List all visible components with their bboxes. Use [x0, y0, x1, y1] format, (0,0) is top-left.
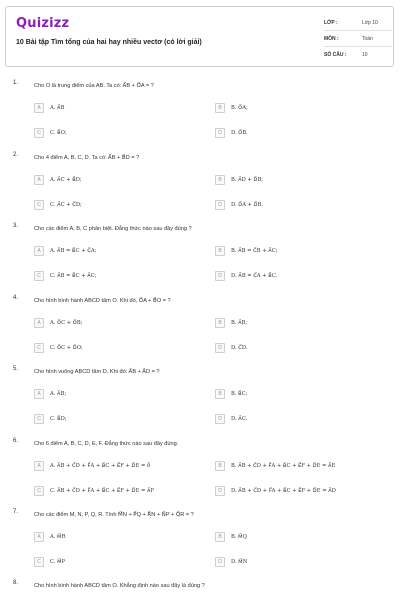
option-text: B. M⃗Q [231, 534, 247, 540]
option-d[interactable] [215, 199, 263, 211]
meta-row-class [324, 15, 392, 31]
option-b[interactable] [215, 102, 248, 114]
option-text: A. M⃗R [50, 534, 66, 540]
option-text: B. O⃗A; [231, 105, 248, 111]
option-key-box: C [34, 557, 44, 567]
option-text: D. A⃗B = C⃗A + B⃗C. [231, 273, 278, 279]
meta-label: LỚP : [324, 19, 338, 26]
question-text: Cho các điểm A, B, C phân biệt. Đẳng thức nào sau đây đúng ? [34, 226, 192, 232]
option-key-box: D [215, 128, 225, 138]
question-text: Cho hình vuông ABCD tâm D. Khi đó: A⃗B + A⃗D = ? [34, 369, 160, 375]
option-text: D. A⃗B + C⃗D + F⃗A + B⃗C + E⃗F + D⃗E = A⃗D [231, 488, 336, 494]
meta-value: Lớp 10 [362, 19, 378, 26]
option-text: C. B⃗O; [50, 130, 67, 136]
question-number: 8. [13, 580, 19, 586]
option-text: C. A⃗C + C⃗D; [50, 202, 82, 208]
meta-row-question-count [324, 47, 392, 63]
option-d[interactable] [215, 270, 277, 282]
option-key-box: B [215, 461, 225, 471]
question-text: Cho O là trung điểm của AB. Ta có: A⃗B + O⃗A = ? [34, 83, 154, 89]
option-a[interactable] [34, 174, 82, 186]
option-c[interactable] [34, 270, 97, 282]
option-a[interactable] [34, 102, 64, 114]
option-d[interactable] [215, 127, 248, 139]
option-text: C. M⃗P [50, 559, 66, 565]
question-number: 4. [13, 295, 19, 301]
option-d[interactable] [215, 342, 248, 354]
option-c[interactable] [34, 485, 154, 497]
option-key-box: A [34, 532, 44, 542]
meta-label: SỐ CÂU : [324, 52, 347, 58]
worksheet-title: 10 Bài tập Tìm tổng của hai hay nhiều vectơ (có lời giải) [16, 39, 202, 46]
option-key-box: C [34, 128, 44, 138]
question-text: Cho 6 điểm A, B, C, D, E, F. Đẳng thức nào sau đây đúng. [34, 441, 179, 447]
option-text: C. O⃗C + D⃗O; [50, 345, 83, 351]
option-key-box: A [34, 389, 44, 399]
option-text: A. A⃗C + B⃗D; [50, 177, 82, 183]
option-c[interactable] [34, 199, 82, 211]
option-c[interactable] [34, 342, 83, 354]
option-key-box: C [34, 343, 44, 353]
option-key-box: A [34, 461, 44, 471]
meta-value: 10 [362, 52, 368, 58]
option-key-box: D [215, 557, 225, 567]
option-key-box: C [34, 200, 44, 210]
option-c[interactable] [34, 127, 67, 139]
worksheet-meta [324, 15, 392, 63]
option-a[interactable] [34, 317, 82, 329]
option-c[interactable] [34, 413, 67, 425]
option-d[interactable] [215, 556, 247, 568]
option-text: A. A⃗B = B⃗C + C⃗A; [50, 248, 97, 254]
option-text: B. A⃗B; [231, 320, 248, 326]
option-text: A. A⃗B; [50, 391, 67, 397]
option-text: C. A⃗B + C⃗D + F⃗A + B⃗C + E⃗F + D⃗E = A⃗F [50, 488, 155, 494]
option-d[interactable] [215, 413, 247, 425]
option-key-box: B [215, 318, 225, 328]
option-key-box: C [34, 271, 44, 281]
option-key-box: B [215, 103, 225, 113]
meta-label: MÔN : [324, 35, 339, 42]
option-text: A. A⃗B + C⃗D + F⃗A + B⃗C + E⃗F + D⃗E = 0⃗ [50, 463, 151, 469]
worksheet-header [5, 6, 394, 67]
question-number: 1. [13, 80, 19, 86]
option-key-box: A [34, 175, 44, 185]
option-text: B. B⃗C; [231, 391, 248, 397]
option-key-box: D [215, 200, 225, 210]
option-key-box: B [215, 175, 225, 185]
option-key-box: C [34, 486, 44, 496]
question-number: 7. [13, 509, 19, 515]
option-text: C. A⃗B = B⃗C + A⃗C; [50, 273, 97, 279]
option-text: D. C⃗D. [231, 345, 248, 351]
option-key-box: A [34, 318, 44, 328]
option-key-box: B [215, 246, 225, 256]
question-text: Cho hình bình hành ABCD tâm O. Khẳng định nào sau đây là đúng ? [34, 583, 205, 589]
option-a[interactable] [34, 245, 96, 257]
option-text: D. A⃗C. [231, 416, 248, 422]
option-text: B. A⃗B = C⃗B + A⃗C; [231, 248, 278, 254]
question-number: 3. [13, 223, 19, 229]
option-text: C. B⃗D; [50, 416, 67, 422]
option-b[interactable] [215, 531, 247, 543]
option-b[interactable] [215, 245, 277, 257]
option-key-box: A [34, 103, 44, 113]
option-key-box: D [215, 486, 225, 496]
option-text: B. A⃗B + C⃗D + F⃗A + B⃗C + E⃗F + D⃗E = A⃗E [231, 463, 336, 469]
quizizz-logo: Quizizz [16, 16, 70, 31]
question-text: Cho các điểm M, N, P, Q, R. Tính M⃗N + P⃗Q + R⃗N + N⃗P + Q⃗R = ? [34, 512, 194, 518]
question-text: Cho hình bình hành ABCD tâm O. Khi đó, O⃗A + B⃗O = ? [34, 298, 171, 304]
option-key-box: B [215, 532, 225, 542]
question-number: 5. [13, 366, 19, 372]
meta-value: Toán [362, 35, 373, 42]
option-key-box: C [34, 414, 44, 424]
option-key-box: A [34, 246, 44, 256]
option-text: D. D⃗A + D⃗B. [231, 202, 264, 208]
option-text: D. M⃗N [231, 559, 248, 565]
option-b[interactable] [215, 388, 247, 400]
option-text: B. A⃗D + D⃗B; [231, 177, 264, 183]
question-text: Cho 4 điểm A, B, C, D. Ta có: A⃗B + B⃗D = ? [34, 155, 140, 161]
option-key-box: B [215, 389, 225, 399]
option-text: D. O⃗B. [231, 130, 248, 136]
option-text: A. A⃗B [50, 105, 65, 111]
option-a[interactable] [34, 531, 65, 543]
option-c[interactable] [34, 556, 65, 568]
option-b[interactable] [215, 317, 247, 329]
option-key-box: D [215, 271, 225, 281]
question-number: 6. [13, 438, 19, 444]
option-key-box: D [215, 343, 225, 353]
option-a[interactable] [34, 388, 66, 400]
meta-row-subject [324, 31, 392, 47]
option-a[interactable] [34, 460, 150, 472]
question-number: 2. [13, 152, 19, 158]
option-b[interactable] [215, 174, 263, 186]
option-d[interactable] [215, 485, 336, 497]
option-b[interactable] [215, 460, 335, 472]
option-text: A. O⃗C + O⃗B; [50, 320, 83, 326]
option-key-box: D [215, 414, 225, 424]
